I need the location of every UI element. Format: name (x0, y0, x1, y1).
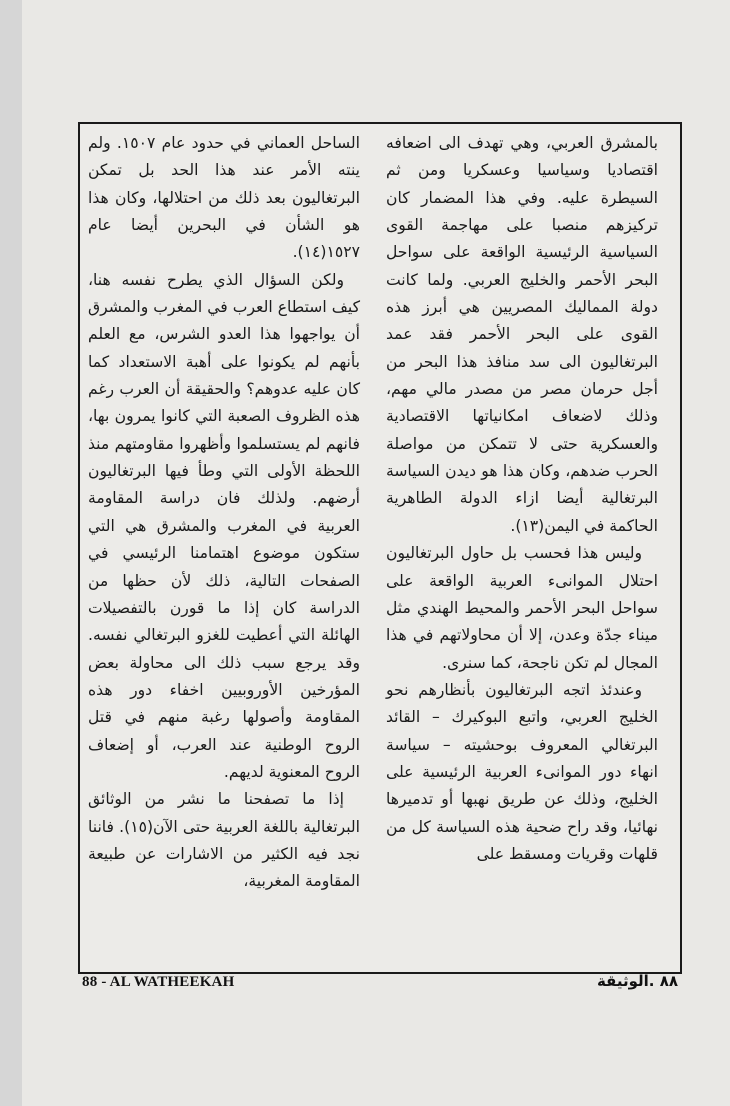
footer-page-label-arabic: ٨٨ .الوثيقة (596, 972, 678, 990)
left-paragraph-3: إذا ما تصفحنا ما نشر من الوثائق البرتغالية باللغة العربية حتى الآن(١٥). فاننا نجد فيه الكثير من الاشارات عن طبيعة المقاومة المغربية، (88, 790, 361, 891)
right-paragraph-1: بالمشرق العربي، وهي تهدف الى اضعافه اقتصاديا وسياسيا وعسكريا ومن ثم السيطرة عليه. وفي هذا المضمار كان تركيزهم منصبا على مهاجمة القوى السياسية الرئيسية الواقعة على سواحل البحر الأحمر والخليج العربي. ولما كانت دولة المماليك المصريين هي أبرز هذه القوى على البحر الأحمر فقد عمد البرتغاليون الى سد منافذ هذا البحر من أجل حرمان مصر من مصدر مالي مهم، وذلك لاضعاف امكانياتها الاقتصادية والعسكرية حتى لا تتمكن من مواصلة الحرب ضدهم، وكان هذا هو ديدن السياسة البرتغالية أيضا ازاء الدولة الطاهرية الحاكمة في اليمن(١٣). (386, 134, 658, 535)
text-frame (78, 122, 682, 974)
left-paragraph-1: الساحل العماني في حدود عام ١٥٠٧. ولم ينته الأمر عند هذا الحد بل تمكن البرتغاليون بعد ذلك من احتلالها، وكان هذا هو الشأن في البحرين أيضا عام ١٥٢٧(١٤). (88, 134, 360, 262)
right-paragraph-3: وعندئذ اتجه البرتغاليون بأنظارهم نحو الخليج العربي، واتبع البوكيرك – القائد البرتغالي المعروف بوحشيته – سياسة انهاء دور الموانىء العربية الرئيسية على الخليج، وذلك عن طريق نهبها أو تدميرها نهائيا، وقد راح ضحية هذه السياسة كل من قلهات وقريات ومسقط على (386, 680, 658, 863)
right-column (386, 130, 658, 868)
left-column (88, 130, 360, 896)
magazine-page (22, 0, 730, 1106)
page-footer (78, 972, 682, 996)
footer-page-label-english: 88 - AL WATHEEKAH (82, 974, 235, 990)
left-paragraph-2: ولكن السؤال الذي يطرح نفسه هنا، كيف استطاع العرب في المغرب والمشرق أن يواجهوا هذا العدو الشرس، مع العلم بأنهم لم يكونوا على أهبة الاستعداد كما كان عليه عدوهم؟ والحقيقة أن العرب رغم هذه الظروف الصعبة التي كانوا يمرون بها، فانهم لم يستسلموا وأظهروا مقاومتهم منذ اللحظة الأولى التي وطأ فيها البرتغاليون أرضهم. ولذلك فان دراسة المقاومة العربية في المغرب والمشرق هي التي ستكون موضوع اهتمامنا الرئيسي في الصفحات التالية، ذلك لأن حظها من الدراسة كان إذا ما قورن بالتفصيلات الهائلة التي أعطيت للغزو البرتغالي نفسه. وقد يرجع سبب ذلك الى محاولة بعض المؤرخين الأوروبيين اخفاء دور هذه المقاومة وأصولها رغبة منهم في قتل الروح الوطنية عند العرب، أو إضعاف الروح المعنوية لديهم. (88, 270, 360, 781)
right-paragraph-2: وليس هذا فحسب بل حاول البرتغاليون احتلال الموانىء العربية الواقعة على سواحل البحر الأحمر والمحيط الهندي مثل ميناء جدّة وعدن، إلا أن محاولاتهم في هذا المجال لم تكن ناجحة، كما سنرى. (386, 544, 658, 672)
